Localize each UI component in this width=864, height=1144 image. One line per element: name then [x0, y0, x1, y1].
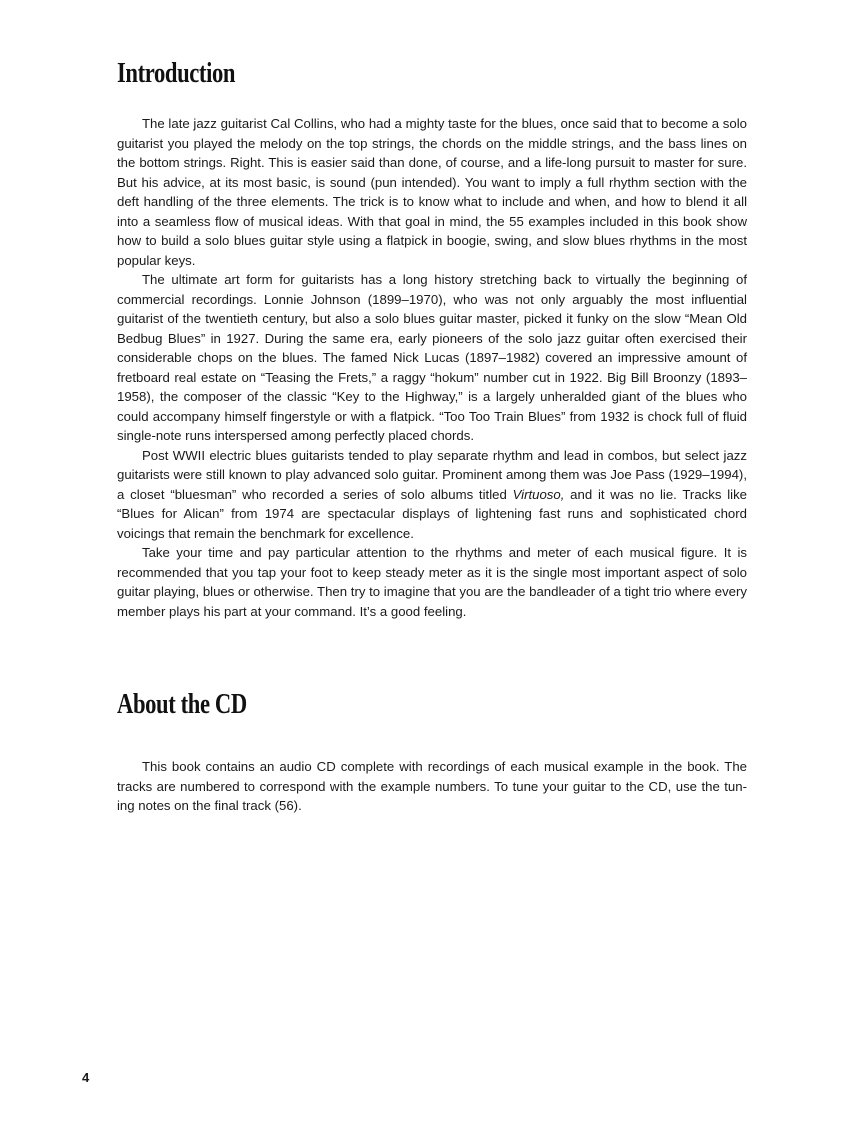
page-number: 4 — [82, 1070, 90, 1085]
intro-paragraph-3-end: and it was no lie. Tracks like “Blues for Alican” from 1974 are spectacular displays of lightening fast runs and sophisticated chord voicings that remain the benchmark for excellence. — [117, 486, 747, 541]
album-title-virtuoso: Virtuoso, — [512, 486, 565, 502]
intro-paragraph-3-start: Post WWII electric blues guitarists tended to play separate rhythm and lead in combos, but select jazz guitarists were still known to play advanced solo guitar. Prominent among them was Joe Pass (1929–1994), a closet “bluesman” who recorded a series of solo albums titled — [117, 447, 747, 502]
introduction-body — [117, 114, 747, 621]
intro-paragraph-4: Take your time and pay particular attention to the rhythms and meter of each musical figure. It is recommended that you tap your foot to keep steady meter as it is the single most important aspect of solo guitar playing, blues or otherwise. Then try to imagine that you are the bandleader of a tight trio where every member plays his part at your command. It’s a good feeling. — [117, 545, 747, 619]
intro-paragraph-1: The late jazz guitarist Cal Collins, who had a mighty taste for the blues, once said that to become a solo guitarist you played the melody on the top strings, the chords on the middle strings, and the bass lines on the bottom strings. Right. This is easier said than done, of course, and a life-long pursuit to master for sure. But his advice, at its most basic, is sound (pun intended). You want to imply a full rhythm section with the deft handling of the three elements. The trick is to know what to include and when, and how to blend it all into a seamless flow of musical ideas. With that goal in mind, the 55 examples included in this book show how to build a solo blues guitar style using a flatpick in boogie, swing, and slow blues rhythms in the most popular keys. — [117, 116, 747, 268]
about-cd-heading: About the CD — [117, 688, 247, 720]
intro-paragraph-2: The ultimate art form for guitarists has a long history stretching back to virtually the beginning of commercial recordings. Lonnie Johnson (1899–1970), who was not only arguably the most influential guitarist of the twentieth century, but also a solo blues guitar master, picked it funky on the slow “Mean Old Bedbug Blues” in 1927. During the same era, early pioneers of the solo jazz guitar often exercised their considerable chops on the blues. The famed Nick Lucas (1897–1982) covered an impressive amount of fretboard real estate on “Teasing the Frets,” a raggy “hokum” number cut in 1922. Big Bill Broonzy (1893–1958), the composer of the classic “Key to the Highway,” is a largely unheralded giant of the blues who could accompany himself fingerstyle or with a flatpick. “Too Too Train Blues” from 1932 is chock full of fluid single-note runs interspersed among perfectly placed chords. — [117, 272, 747, 443]
intro-paragraph-3 — [117, 446, 747, 544]
about-cd-body — [117, 757, 747, 816]
introduction-heading: Introduction — [117, 57, 236, 89]
about-cd-paragraph: This book contains an audio CD complete with recordings of each musical example in the book. The tracks are numbered to correspond with the example numbers. To tune your guitar to the CD, use the tun-ing notes on the final track (56). — [117, 759, 747, 813]
